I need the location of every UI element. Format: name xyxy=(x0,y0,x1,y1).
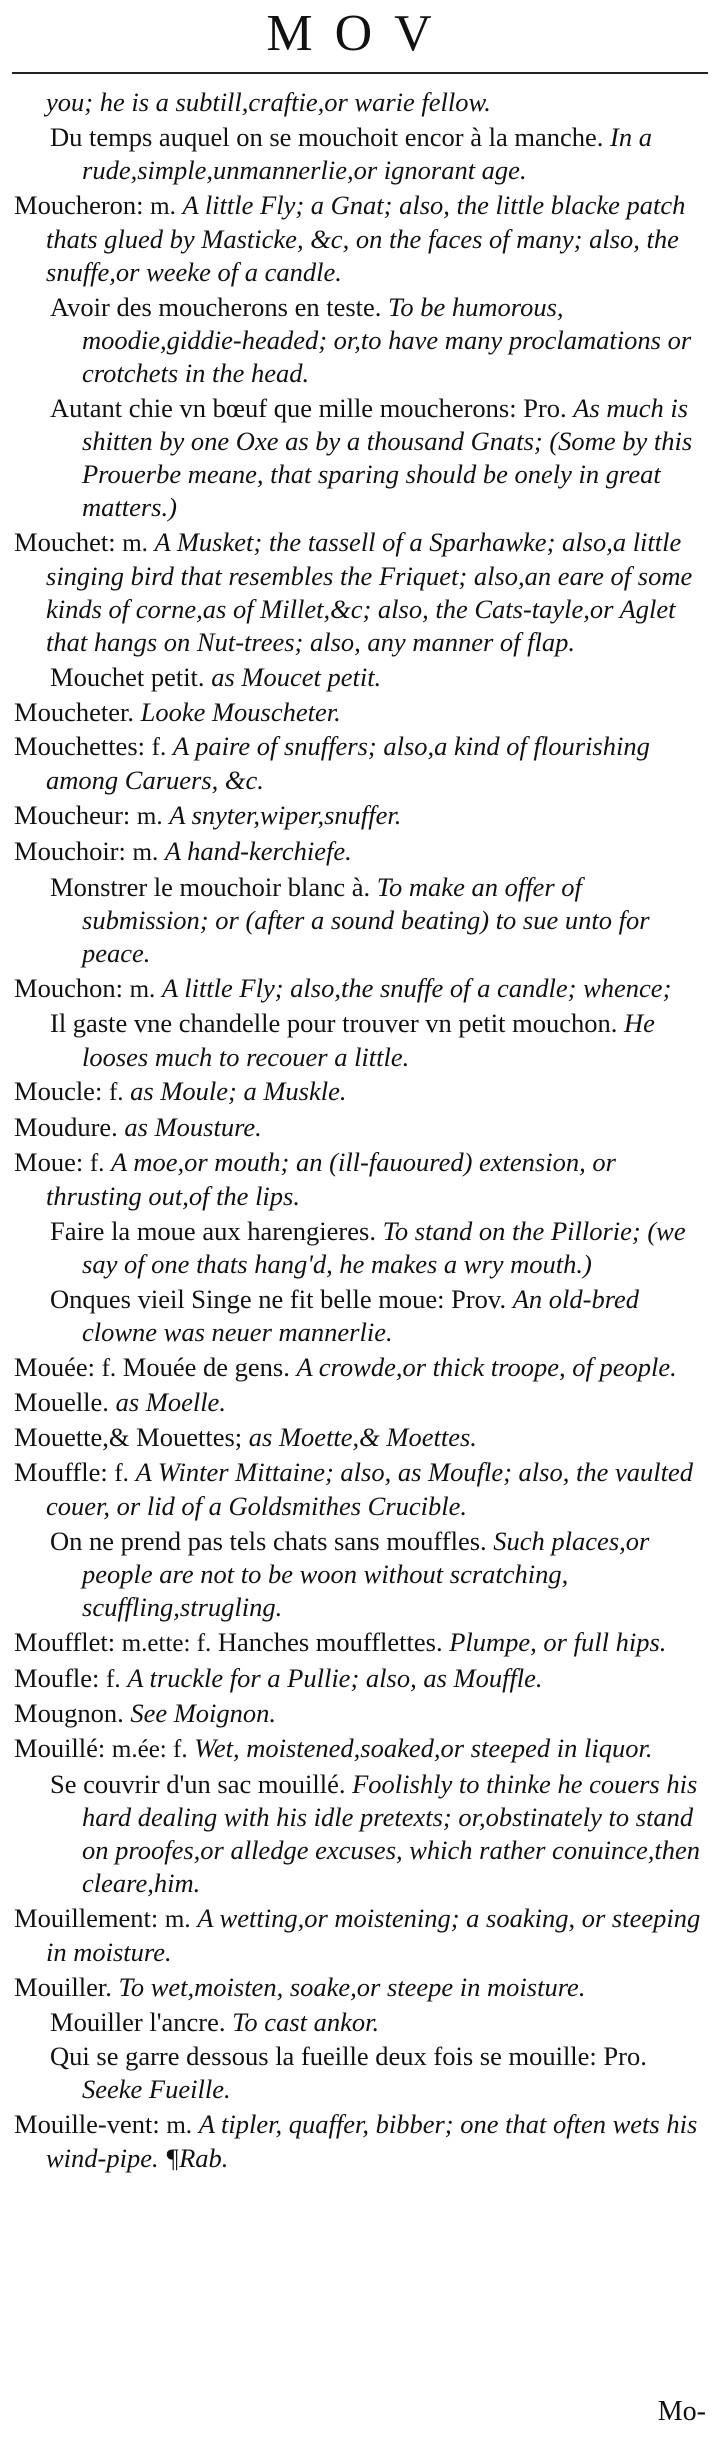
dictionary-entry xyxy=(14,1662,706,1696)
english-gloss: See Moignon. xyxy=(130,1698,277,1729)
dictionary-entries xyxy=(14,86,706,2177)
headword: Mouillement: xyxy=(14,1902,159,1933)
headword: Mouée: xyxy=(14,1351,95,1382)
headword: Moucheur: xyxy=(14,800,131,831)
english-gloss: As much is shitten by one Oxe as by a thousand Gnats; (Some by this Prouerbe meane, that sparing should be onely in great matters.) xyxy=(82,392,693,522)
dictionary-entry xyxy=(14,799,706,833)
french-phrase: Mouée de gens. xyxy=(122,1351,290,1382)
english-gloss: He looses much to recouer a little. xyxy=(82,1008,655,1072)
dictionary-entry xyxy=(14,1421,706,1454)
headword: Moufflet: xyxy=(14,1626,116,1657)
english-gloss: To make an offer of submission; or (after a sound beating) to sue unto for peace. xyxy=(82,871,650,968)
grammar-label: m. xyxy=(166,2112,193,2140)
grammar-label: m. xyxy=(132,838,159,866)
sub-entry xyxy=(14,2040,706,2106)
english-gloss: To wet,moisten, soake,or steepe in moisture. xyxy=(118,1971,586,2002)
english-gloss: A moe,or mouth; an (ill-fauoured) extension, or thrusting out,of the lips. xyxy=(46,1146,616,1211)
grammar-label: m. xyxy=(150,192,176,220)
english-gloss: Seeke Fueille. xyxy=(82,2074,231,2105)
french-phrase: Autant chie vn bœuf que mille moucherons: Pro. xyxy=(50,392,567,423)
headword: Mouchettes: xyxy=(14,731,145,762)
sub-entry xyxy=(14,1525,706,1624)
catchword: Mo- xyxy=(657,2396,706,2427)
headword: Moue: xyxy=(14,1146,84,1177)
english-gloss: To stand on the Pillorie; (we say of one thats hang'd, he makes a wry mouth.) xyxy=(82,1215,686,1279)
grammar-label: m.ée: f. xyxy=(111,1736,188,1764)
french-phrase: Hanches moufflettes. xyxy=(217,1626,443,1657)
headword: Moufle: xyxy=(14,1662,100,1693)
english-gloss: Such places,or people are not to be woon without scratching, scuffling,strugling. xyxy=(82,1525,650,1622)
grammar-label: f. xyxy=(108,1079,124,1107)
headword: Mouillé: xyxy=(14,1733,106,1764)
french-phrase: Faire la moue aux harengieres. xyxy=(50,1215,376,1246)
dictionary-entry xyxy=(14,1971,706,2004)
headword: Mouiller. xyxy=(14,1971,112,2002)
grammar-label: m. xyxy=(164,1905,191,1933)
english-gloss: as Moette,& Moettes. xyxy=(248,1422,477,1453)
grammar-label: f. xyxy=(151,734,167,762)
dictionary-entry xyxy=(14,1386,706,1419)
english-gloss: A hand-kerchiefe. xyxy=(164,835,352,866)
grammar-label: m.ette: f. xyxy=(121,1629,212,1657)
grammar-label: f. xyxy=(89,1149,105,1177)
english-gloss: A snyter,wiper,snuffer. xyxy=(169,800,402,831)
sub-entry xyxy=(14,291,706,390)
english-gloss: Looke Mouscheter. xyxy=(140,696,341,727)
headword: Moucheron: xyxy=(14,189,144,220)
english-gloss: To be humorous, moodie,giddie-headed; or,to have many proclamations or crotchets in the head. xyxy=(82,291,692,388)
french-phrase: On ne prend pas tels chats sans mouffles. xyxy=(50,1525,487,1556)
grammar-label: f. xyxy=(114,1459,129,1487)
dictionary-entry xyxy=(14,1111,706,1144)
dictionary-entry xyxy=(14,696,706,729)
dictionary-entry xyxy=(14,1732,706,1766)
sub-entry xyxy=(14,1215,706,1281)
sub-entry xyxy=(14,661,706,694)
english-gloss: you; he is a subtill,craftie,or warie fellow. xyxy=(46,87,491,117)
english-gloss: To cast ankor. xyxy=(232,2006,380,2037)
french-phrase: Se couvrir d'un sac mouillé. xyxy=(50,1768,346,1799)
sub-entry xyxy=(14,1283,706,1349)
grammar-label: f. xyxy=(101,1354,117,1382)
dictionary-entry xyxy=(14,730,706,797)
sub-entry xyxy=(14,2006,706,2039)
dictionary-entry xyxy=(14,189,706,289)
headword: Mouchon: xyxy=(14,972,123,1003)
dictionary-entry xyxy=(14,526,706,659)
headword: Mougnon. xyxy=(14,1698,124,1729)
english-gloss: A Winter Mittaine; also, as Moufle; also, the vaulted couer, or lid of a Goldsmithes Crucible. xyxy=(46,1456,693,1521)
english-gloss: A wetting,or moistening; a soaking, or steeping in moisture. xyxy=(46,1902,701,1967)
headword: Moucle: xyxy=(14,1076,103,1107)
english-gloss: A Musket; the tassell of a Sparhawke; also,a little singing bird that resembles the Friquet; also,an eare of some kinds of corne,as of Millet,&c; also, the Cats-tayle,or Aglet that hangs on Nut-trees; also, any manner of flap. xyxy=(46,526,693,657)
page-header xyxy=(0,4,720,72)
english-gloss: as Mousture. xyxy=(124,1112,262,1143)
french-phrase: Mouchet petit. xyxy=(50,661,205,692)
english-gloss: Foolishly to thinke he couers his hard dealing with his idle pretexts; or,obstinately to stand on proofes,or alledge excuses, which rather conuince,then cleare,him. xyxy=(82,1768,700,1899)
dictionary-entry xyxy=(14,835,706,869)
dictionary-entry xyxy=(14,1902,706,1969)
french-phrase: Onques vieil Singe ne fit belle moue: Prov. xyxy=(50,1283,507,1314)
dictionary-entry xyxy=(14,1351,706,1385)
dictionary-entry xyxy=(14,1456,706,1523)
grammar-label: m. xyxy=(122,529,148,557)
headword: Mouchet: xyxy=(14,526,116,557)
english-gloss: as Moelle. xyxy=(115,1387,226,1418)
english-gloss: Plumpe, or full hips. xyxy=(449,1626,667,1657)
english-gloss: Wet, moistened,soaked,or steeped in liquor. xyxy=(194,1733,653,1764)
sub-entry xyxy=(14,1768,706,1900)
entry-continuation xyxy=(14,86,706,119)
french-phrase: Mouiller l'ancre. xyxy=(50,2006,226,2037)
english-gloss: as Moule; a Muskle. xyxy=(130,1076,347,1107)
english-gloss: A little Fly; also,the snuffe of a candle; whence; xyxy=(161,972,672,1003)
french-phrase: Il gaste vne chandelle pour trouver vn petit mouchon. xyxy=(50,1008,618,1039)
sub-entry xyxy=(14,121,706,187)
headword: Mouille-vent: xyxy=(14,2109,160,2140)
grammar-label: m. xyxy=(136,803,163,831)
header-rule xyxy=(12,72,708,74)
english-gloss: A tipler, quaffer, bibber; one that often wets his wind-pipe. ¶Rab. xyxy=(46,2109,698,2174)
english-gloss: In a rude,simple,unmannerlie,or ignorant age. xyxy=(82,121,652,185)
grammar-label: m. xyxy=(129,975,156,1003)
sub-entry xyxy=(14,871,706,970)
dictionary-entry xyxy=(14,2108,706,2175)
headword: Mouffle: xyxy=(14,1456,108,1487)
english-gloss: as Moucet petit. xyxy=(211,661,382,692)
headword: Moucheter. xyxy=(14,696,134,727)
dictionary-entry xyxy=(14,1697,706,1730)
page-title: MOV xyxy=(266,5,454,62)
french-phrase: Monstrer le mouchoir blanc à. xyxy=(50,871,371,902)
dictionary-entry xyxy=(14,1075,706,1109)
dictionary-entry xyxy=(14,1626,706,1660)
sub-entry xyxy=(14,392,706,524)
headword: Mouette,& Mouettes; xyxy=(14,1422,243,1453)
english-gloss: A little Fly; a Gnat; also, the little blacke patch thats glued by Masticke, &c, on the faces of many; also, the snuffe,or weeke of a candle. xyxy=(46,189,686,287)
grammar-label: f. xyxy=(106,1665,121,1693)
french-phrase: Qui se garre dessous la fueille deux fois se mouille: Pro. xyxy=(50,2041,647,2072)
dictionary-entry xyxy=(14,1146,706,1213)
english-gloss: A truckle for a Pullie; also, as Mouffle. xyxy=(127,1662,543,1693)
english-gloss: A paire of snuffers; also,a kind of flourishing among Caruers, &c. xyxy=(46,731,650,796)
sub-entry xyxy=(14,1007,706,1073)
english-gloss: A crowde,or thick troope, of people. xyxy=(296,1351,677,1382)
headword: Mouelle. xyxy=(14,1387,109,1418)
headword: Mouchoir: xyxy=(14,835,126,866)
french-phrase: Avoir des moucherons en teste. xyxy=(50,291,382,322)
headword: Moudure. xyxy=(14,1112,118,1143)
french-phrase: Du temps auquel on se mouchoit encor à la manche. xyxy=(50,121,604,152)
dictionary-entry xyxy=(14,972,706,1006)
english-gloss: An old-bred clowne was neuer mannerlie. xyxy=(82,1283,640,1347)
